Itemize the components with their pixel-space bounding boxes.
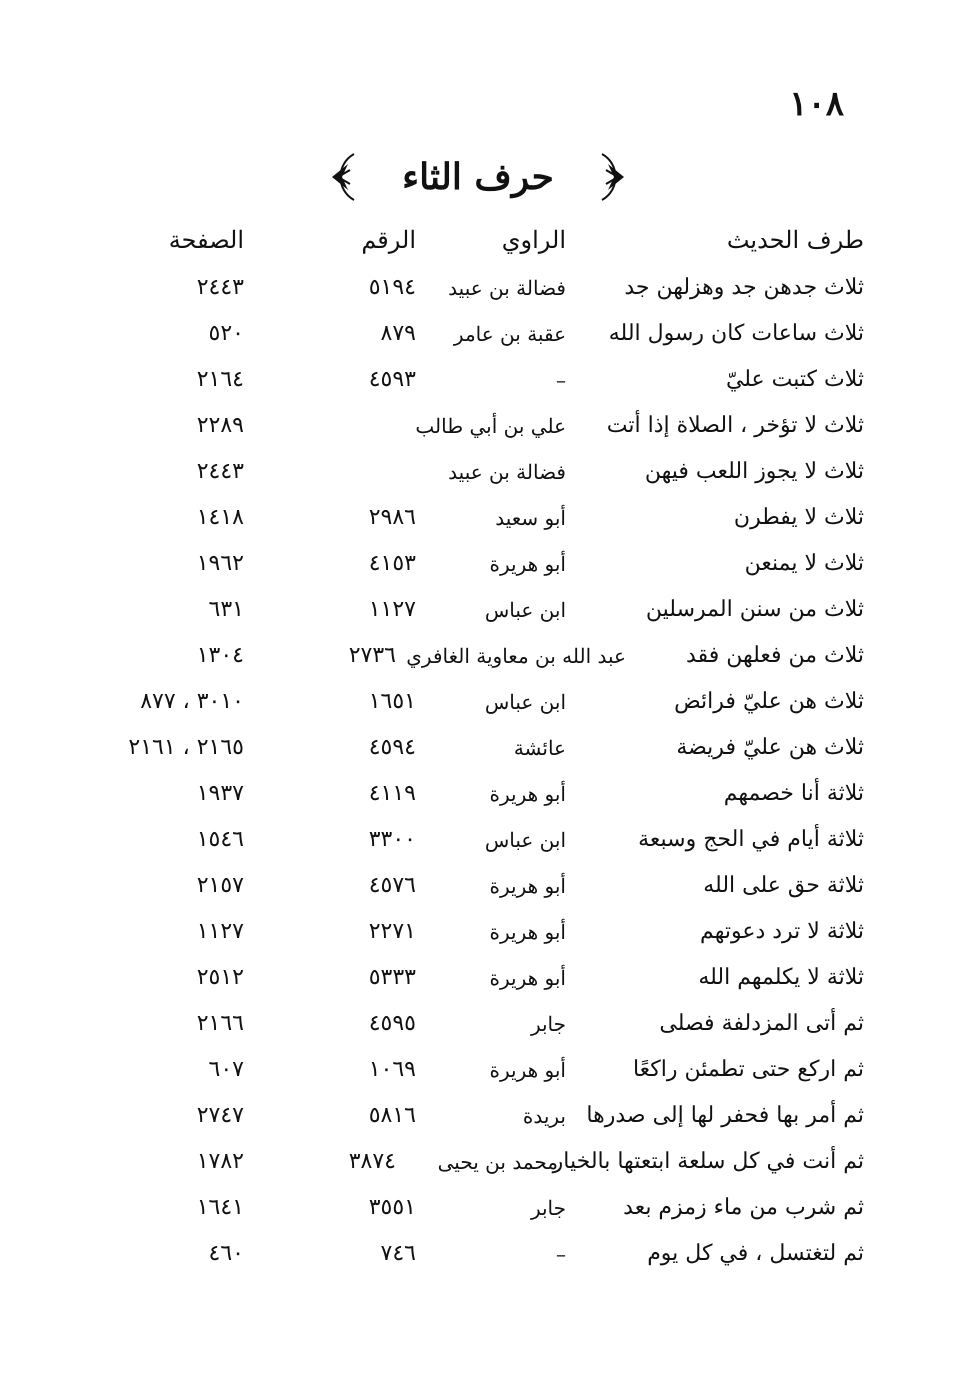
hadith-number: ٧٤٦ — [380, 1241, 416, 1266]
narrator: علي بن أبي طالب — [415, 414, 566, 438]
list-item — [0, 498, 956, 538]
hadith-text: ثلاثة لا ترد دعوتهم — [700, 919, 864, 944]
narrator: أبو هريرة — [489, 966, 566, 990]
page-ref: ٦٠٧ — [208, 1057, 244, 1082]
ornament-left-icon — [324, 150, 358, 204]
hadith-text: ثم شرب من ماء زمزم بعد — [623, 1195, 864, 1220]
hadith-number: ٤٥٩٥ — [368, 1011, 416, 1036]
page-ref: ٢٧٤٧ — [196, 1103, 244, 1128]
narrator: – — [556, 1242, 566, 1266]
page-ref: ١٣٠٤ — [196, 643, 244, 668]
hadith-text: ثم أتى المزدلفة فصلى — [659, 1011, 864, 1036]
hadith-text: ثلاث لا تؤخر ، الصلاة إذا أتت — [606, 413, 864, 438]
page-ref: ١٩٦٢ — [196, 551, 244, 576]
hadith-number: ٤١٥٣ — [368, 551, 416, 576]
list-item — [0, 636, 956, 676]
narrator: أبو سعيد — [495, 506, 566, 530]
hadith-text: ثم اركع حتى تطمئن راكعًا — [632, 1057, 864, 1082]
page-ref: ٢٢٨٩ — [196, 413, 244, 438]
page-ref: ٥٢٠ — [208, 321, 244, 346]
hadith-number: ١١٢٧ — [368, 597, 416, 622]
hadith-number: ٢٧٣٦ — [348, 643, 396, 668]
narrator: عائشة — [513, 736, 566, 760]
list-item — [0, 1050, 956, 1090]
hadith-number: ٤١١٩ — [368, 781, 416, 806]
narrator: أبو هريرة — [489, 874, 566, 898]
hadith-text: ثم لتغتسل ، في كل يوم — [647, 1241, 864, 1266]
narrator: بريدة — [522, 1104, 566, 1128]
header-page: الصفحة — [168, 226, 244, 254]
page-ref: ١٤١٨ — [196, 505, 244, 530]
narrator: فضالة بن عبيد — [448, 276, 566, 300]
page-ref: ٢١٥٧ — [196, 873, 244, 898]
list-item — [0, 912, 956, 952]
hadith-text: ثلاث كتبت عليّ — [725, 367, 864, 392]
hadith-text: ثم أمر بها فحفر لها إلى صدرها — [586, 1103, 864, 1128]
list-item — [0, 866, 956, 906]
hadith-text: ثلاثة لا يكلمهم الله — [698, 965, 864, 990]
narrator: – — [556, 368, 566, 392]
list-item — [0, 958, 956, 998]
page-ref: ١٧٨٢ — [196, 1149, 244, 1174]
page-ref: ٢٥١٢ — [196, 965, 244, 990]
hadith-text: ثلاث لا يمنعن — [744, 551, 864, 576]
page-ref: ١٩٣٧ — [196, 781, 244, 806]
hadith-text: ثلاثة أنا خصمهم — [723, 781, 864, 806]
page-ref: ٦٣١ — [208, 597, 244, 622]
list-item — [0, 590, 956, 630]
column-headers — [0, 220, 956, 260]
page-ref: ١٦٤١ — [196, 1195, 244, 1220]
page-number: ١٠٨ — [789, 84, 844, 124]
hadith-number: ٣٥٥١ — [368, 1195, 416, 1220]
page-ref: ٢٤٤٣ — [196, 459, 244, 484]
list-item — [0, 314, 956, 354]
list-item — [0, 774, 956, 814]
page-ref: ٢١٦٦ — [196, 1011, 244, 1036]
narrator: محمد بن يحيى — [437, 1150, 558, 1174]
narrator: ابن عباس — [484, 828, 566, 852]
list-item — [0, 820, 956, 860]
narrator: عقبة بن عامر — [453, 322, 566, 346]
list-item — [0, 682, 956, 722]
list-item — [0, 268, 956, 308]
list-item — [0, 1142, 956, 1182]
hadith-text: ثلاث هن عليّ فرائض — [674, 689, 864, 714]
hadith-number: ٨٧٩ — [380, 321, 416, 346]
hadith-number: ٤٥٩٤ — [368, 735, 416, 760]
hadith-number: ٤٥٩٣ — [368, 367, 416, 392]
page-ref: ٢١٦٥ ، ٢١٦١ — [128, 735, 244, 760]
hadith-text: ثلاث من سنن المرسلين — [645, 597, 864, 622]
list-item — [0, 406, 956, 446]
page-ref: ٢١٦٤ — [196, 367, 244, 392]
page-ref: ٤٦٠ — [208, 1241, 244, 1266]
hadith-number: ٤٥٧٦ — [368, 873, 416, 898]
page-ref: ١١٢٧ — [196, 919, 244, 944]
narrator: ابن عباس — [484, 690, 566, 714]
hadith-text: ثلاثة أيام في الحج وسبعة — [638, 827, 864, 852]
hadith-number: ٣٣٠٠ — [368, 827, 416, 852]
header-hadith: طرف الحديث — [726, 226, 864, 254]
narrator: أبو هريرة — [489, 1058, 566, 1082]
narrator: أبو هريرة — [489, 782, 566, 806]
hadith-text: ثم أنت في كل سلعة ابتعتها بالخيار — [552, 1149, 864, 1174]
hadith-number: ٥١٩٤ — [368, 275, 416, 300]
hadith-number: ٢٢٧١ — [368, 919, 416, 944]
narrator: جابر — [530, 1012, 566, 1036]
list-item — [0, 1096, 956, 1136]
ornament-right-icon — [598, 150, 632, 204]
narrator: ابن عباس — [484, 598, 566, 622]
hadith-number: ٥٣٣٣ — [368, 965, 416, 990]
hadith-number: ٥٨١٦ — [368, 1103, 416, 1128]
narrator: أبو هريرة — [489, 920, 566, 944]
header-narrator: الراوي — [501, 226, 566, 254]
page-ref: ٢٤٤٣ — [196, 275, 244, 300]
list-item — [0, 360, 956, 400]
hadith-text: ثلاث ساعات كان رسول الله — [608, 321, 864, 346]
list-item — [0, 452, 956, 492]
hadith-number: ١٠٦٩ — [368, 1057, 416, 1082]
hadith-number: ٢٩٨٦ — [368, 505, 416, 530]
hadith-text: ثلاث لا يجوز اللعب فيهن — [644, 459, 864, 484]
section-heading — [0, 150, 956, 204]
narrator: عبد الله بن معاوية الغافري — [406, 644, 626, 668]
hadith-number: ٣٨٧٤ — [348, 1149, 396, 1174]
hadith-number: ١٦٥١ — [368, 689, 416, 714]
list-item — [0, 728, 956, 768]
list-item — [0, 1188, 956, 1228]
list-item — [0, 1004, 956, 1044]
section-title: حرف الثاء — [402, 156, 554, 198]
list-item — [0, 1234, 956, 1274]
page-ref: ٣٠١٠ ، ٨٧٧ — [140, 689, 244, 714]
hadith-text: ثلاث من فعلهن فقد — [686, 643, 864, 668]
hadith-text: ثلاث جدهن جد وهزلهن جد — [624, 275, 864, 300]
hadith-text: ثلاث هن عليّ فريضة — [676, 735, 864, 760]
narrator: جابر — [530, 1196, 566, 1220]
list-item — [0, 544, 956, 584]
page-ref: ١٥٤٦ — [196, 827, 244, 852]
hadith-text: ثلاث لا يفطرن — [733, 505, 864, 530]
narrator: فضالة بن عبيد — [448, 460, 566, 484]
hadith-text: ثلاثة حق على الله — [703, 873, 864, 898]
narrator: أبو هريرة — [489, 552, 566, 576]
header-number: الرقم — [361, 226, 416, 254]
